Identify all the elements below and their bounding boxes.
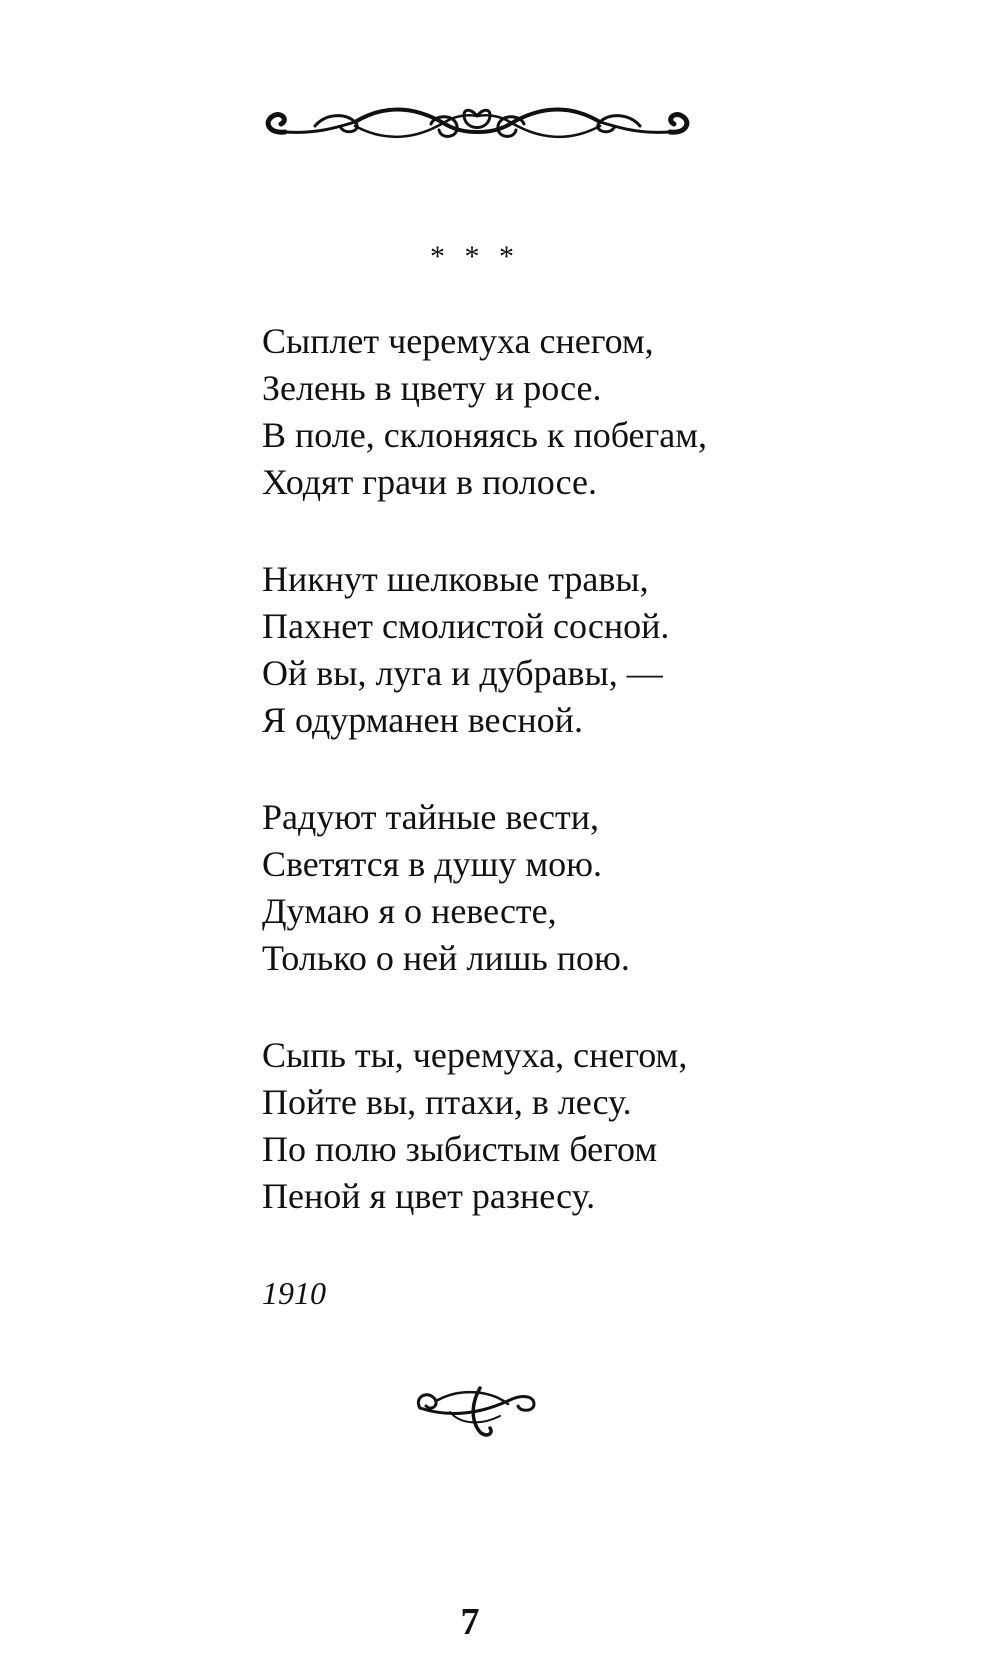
stanza	[262, 1032, 822, 1220]
poem-line: В поле, склоняясь к побегам,	[262, 415, 708, 455]
ornament-divider-icon	[255, 96, 700, 152]
poem-line: Ходят грачи в полосе.	[262, 462, 598, 502]
poem-line: Думаю я о невесте,	[262, 891, 557, 931]
poem-line: Радуют тайные вести,	[262, 797, 599, 837]
poem-date: 1910	[262, 1275, 326, 1311]
poem-line: Пойте вы, птахи, в лесу.	[262, 1082, 632, 1122]
poem-line: Только о ней лишь пою.	[262, 938, 630, 978]
stanza	[262, 794, 822, 982]
poem-line: Ой вы, луга и дубравы, —	[262, 653, 663, 693]
poem-line: Никнут шелковые травы,	[262, 559, 649, 599]
stanza	[262, 318, 822, 506]
poem-line: Сыплет черемуха снегом,	[262, 321, 654, 361]
page-number: 7	[460, 1601, 480, 1643]
poem-line: Пеной я цвет разнесу.	[262, 1176, 596, 1216]
poem-line: По полю зыбистым бегом	[262, 1129, 658, 1169]
poem-line: Пахнет смолистой сосной.	[262, 606, 670, 646]
stanza	[262, 556, 822, 744]
poem-line: Зелень в цвету и росе.	[262, 368, 602, 408]
poem-body	[262, 318, 822, 1270]
poem-line: Я одурманен весной.	[262, 700, 583, 740]
poem-line: Сыпь ты, черемуха, снегом,	[262, 1035, 688, 1075]
poem-line: Светятся в душу мою.	[262, 844, 603, 884]
flourish-icon	[410, 1378, 542, 1442]
section-separator: * * *	[430, 240, 520, 273]
